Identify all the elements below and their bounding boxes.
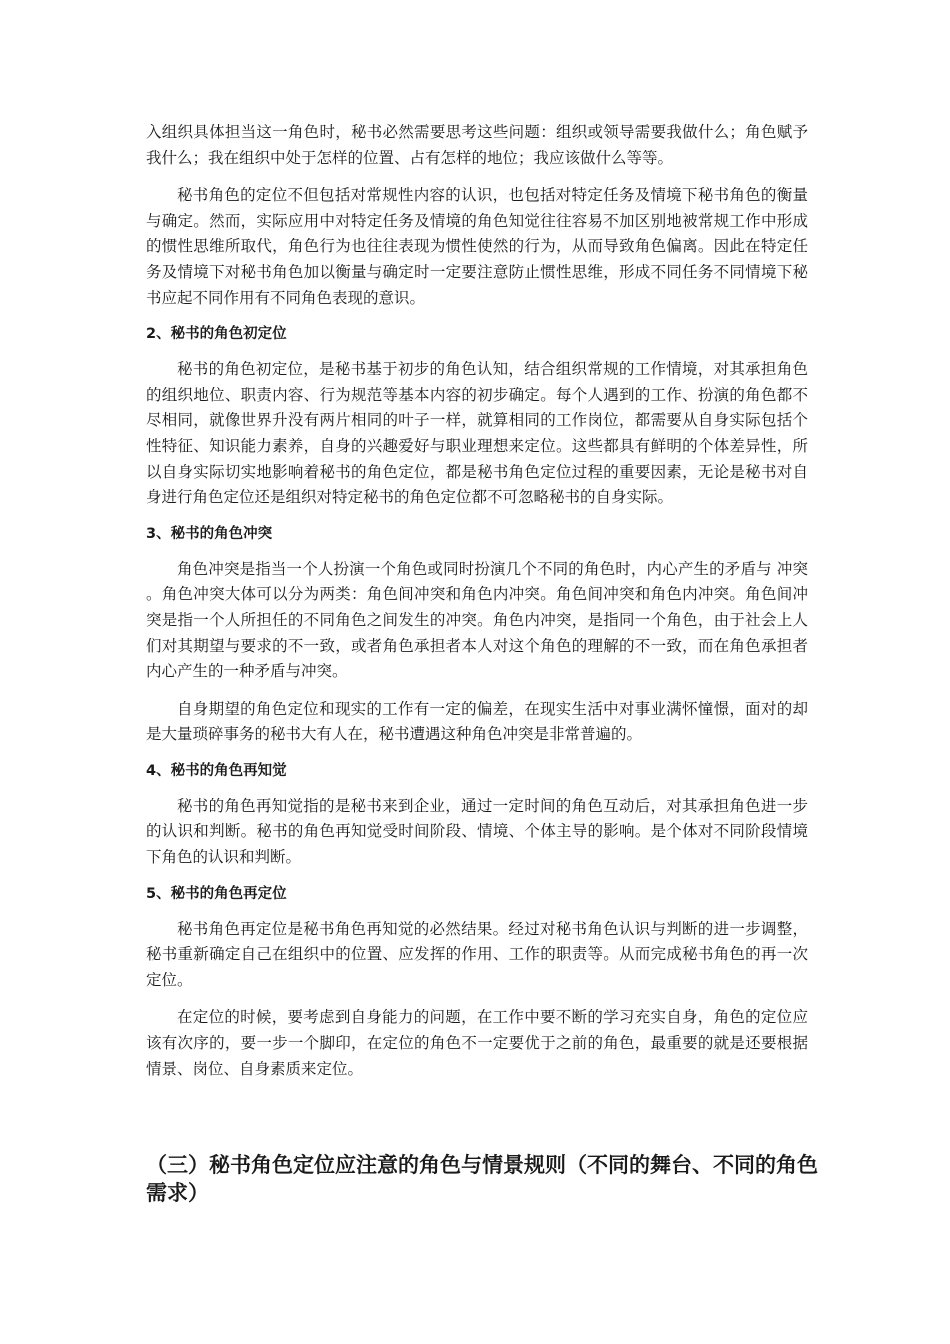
body-paragraph: 在定位的时候，要考虑到自身能力的问题，在工作中要不断的学习充实自身，角色的定位应该有次序的，要一步一个脚印，在定位的角色不一定要优于之前的角色，最重要的就是还要根据情景、岗位、自身素质来定位。 (146, 1008, 808, 1078)
section-title: （三）秘书角色定位应注意的角色与情景规则（不同的舞台、不同的角色需求） (146, 1153, 818, 1205)
body-paragraph: 角色冲突是指当一个人扮演一个角色或同时扮演几个不同的角色时，内心产生的矛盾与 冲突 。角色冲突大体可以分为两类：角色间冲突和角色内冲突。角色间冲突和角色内冲突。角色间冲突是指一个人所担任的不同角色之间发生的冲突。角色内冲突，是指同一个角色，由于社会上人们对其期望与要求的不一致，或者角色承担者本人对这个角色的理解的不一致，而在角色承担者内心产生的一种矛盾与冲突。 (146, 559, 808, 681)
body-paragraph: 入组织具体担当这一角色时，秘书必然需要思考这些问题：组织或领导需要我做什么；角色赋予我什么；我在组织中处于怎样的位置、占有怎样的地位；我应该做什么等等。 (146, 123, 808, 167)
body-paragraph: 自身期望的角色定位和现实的工作有一定的偏差，在现实生活中对事业满怀憧憬，面对的却是大量琐碎事务的秘书大有人在，秘书遭遇这种角色冲突是非常普遍的。 (146, 699, 808, 744)
body-paragraph: 秘书的角色初定位，是秘书基于初步的角色认知，结合组织常规的工作情境，对其承担角色的组织地位、职责内容、行为规范等基本内容的初步确定。每个人遇到的工作、扮演的角色都不尽相同，就像世界升没有两片相同的叶子一样，就算相同的工作岗位，都需要从自身实际包括个性特征、知识能力素养，自身的兴趣爱好与职业理想来定位。这些都具有鲜明的个体差异性，所以自身实际切实地影响着秘书的角色定位，都是秘书角色定位过程的重要因素，无论是秘书对自身进行角色定位还是组织对特定秘书的角色定位都不可忽略秘书的自身实际。 (146, 360, 808, 507)
body-paragraph: 秘书角色再定位是秘书角色再知觉的必然结果。经过对秘书角色认识与判断的进一步调整，秘书重新确定自己在组织中的位置、应发挥的作用、工作的职责等。从而完成秘书角色的再一次定位。 (146, 919, 808, 989)
body-paragraph: 秘书角色的定位不但包括对常规性内容的认识，也包括对特定任务及情境下秘书角色的衡量与确定。然而，实际应用中对特定任务及情境的角色知觉往往容易不加区别地被常规工作中形成的惯性思维所取代，角色行为也往往表现为惯性使然的行为，从而导致角色偏离。因此在特定任务及情境下对秘书角色加以衡量与确定时一定要注意防止惯性思维，形成不同任务不同情境下秘书应起不同作用有不同角色表现的意识。 (146, 186, 808, 307)
document-body (146, 120, 808, 1094)
subsection-heading: 2、秘书的角色初定位 (146, 326, 287, 343)
body-paragraph: 秘书的角色再知觉指的是秘书来到企业，通过一定时间的角色互动后，对其承担角色进一步的认识和判断。秘书的角色再知觉受时间阶段、情境、个体主导的影响。是个体对不同阶段情境下角色的认识和判断。 (146, 796, 808, 867)
subsection-heading: 5、秘书的角色再定位 (146, 885, 287, 902)
subsection-heading: 4、秘书的角色再知觉 (146, 762, 287, 779)
subsection-heading: 3、秘书的角色冲突 (146, 525, 273, 542)
